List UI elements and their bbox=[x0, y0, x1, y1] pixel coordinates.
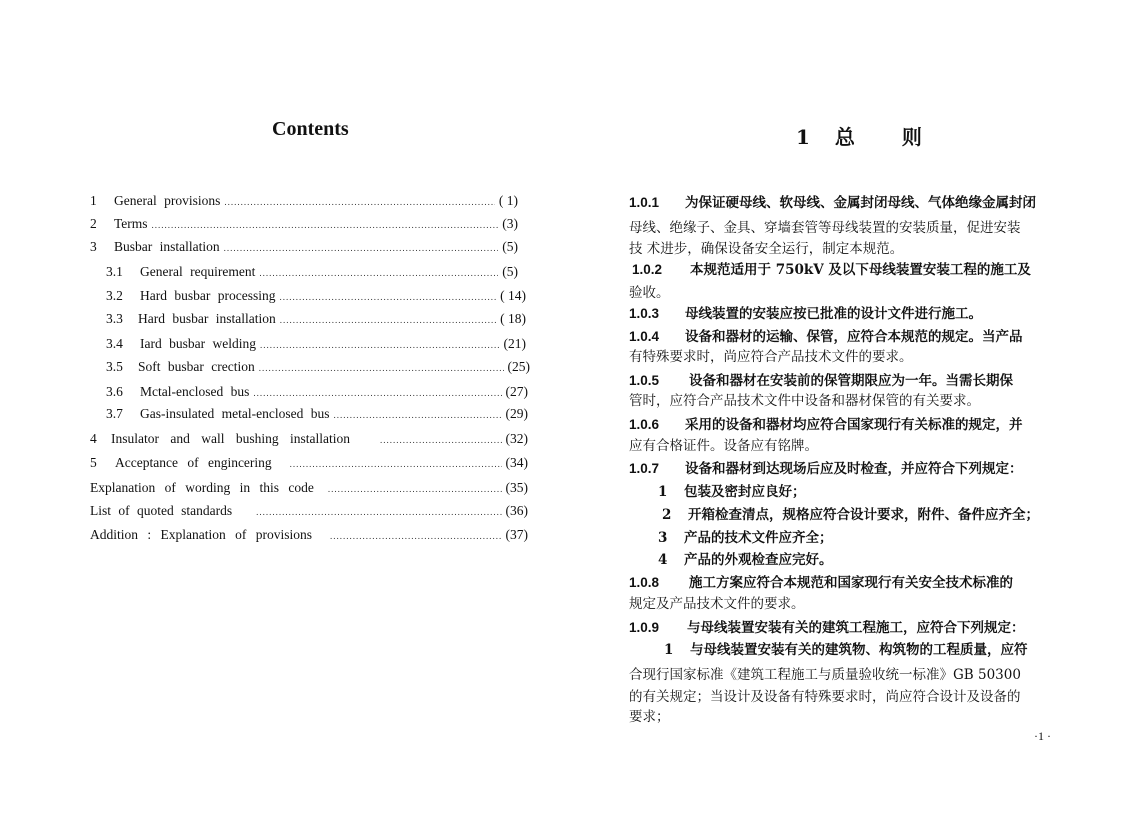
item-text: 产品的技术文件应齐全； bbox=[684, 530, 833, 546]
toc-page: (5) bbox=[502, 239, 518, 254]
toc-entry[interactable] bbox=[106, 311, 526, 327]
toc-entry[interactable] bbox=[90, 431, 528, 447]
toc-label: Terms bbox=[114, 216, 148, 231]
clause-text: 与母线装置安装有关的建筑工程施工，应符合下列规定： bbox=[687, 620, 1025, 636]
clause-item bbox=[658, 549, 1110, 571]
toc-page: (35) bbox=[505, 480, 528, 495]
toc-number: 2 bbox=[90, 216, 97, 231]
toc-entry[interactable] bbox=[106, 359, 530, 375]
toc-page: (21) bbox=[503, 336, 526, 351]
toc-number: 4 bbox=[90, 431, 97, 446]
item-number: 2 bbox=[662, 507, 672, 523]
toc-leader bbox=[290, 459, 502, 469]
chapter-number: 1 bbox=[796, 125, 810, 149]
toc-page: ( 1) bbox=[498, 193, 518, 208]
toc-label: Acceptance of engincering bbox=[115, 455, 272, 470]
clause-number: 1.0.1 bbox=[629, 195, 660, 210]
clause-text: 采用的设备和器材均应符合国家现行有关标准的规定，并 bbox=[685, 417, 1023, 433]
toc-page: (34) bbox=[505, 455, 528, 470]
toc-page: ( 18) bbox=[500, 311, 526, 326]
contents-title: Contents bbox=[272, 118, 349, 140]
item-text: 与母线装置安装有关的建筑物、构筑物的工程质量，应符 bbox=[690, 642, 1028, 658]
toc-label: Addition : Explanation of provisions bbox=[90, 527, 312, 542]
toc-entry[interactable] bbox=[90, 193, 518, 209]
toc-number: 1 bbox=[90, 193, 97, 208]
clause-1-0-4 bbox=[629, 326, 1081, 348]
clause-number: 1.0.8 bbox=[629, 575, 660, 590]
toc-number: 3.4 bbox=[106, 336, 123, 351]
toc-page: (36) bbox=[505, 503, 528, 518]
toc-label: General requirement bbox=[140, 264, 256, 279]
toc-entry[interactable] bbox=[90, 480, 528, 496]
toc-leader bbox=[330, 531, 502, 541]
toc-leader bbox=[279, 292, 496, 302]
clause-number: 1.0.3 bbox=[629, 306, 660, 321]
toc-label: General provisions bbox=[114, 193, 221, 208]
toc-leader bbox=[328, 484, 502, 494]
clause-text-line: 技 术进步，确保设备安全运行，制定本规范。 bbox=[629, 241, 904, 257]
toc-page: (5) bbox=[502, 264, 518, 279]
toc-number: 3.7 bbox=[106, 406, 123, 421]
toc-page: (32) bbox=[505, 431, 528, 446]
toc-page: (29) bbox=[505, 406, 528, 421]
item-text: 包装及密封应良好； bbox=[684, 484, 806, 500]
toc-entry[interactable] bbox=[90, 527, 528, 543]
toc-entry[interactable] bbox=[106, 384, 528, 400]
item-number: 3 bbox=[658, 530, 668, 546]
toc-entry[interactable] bbox=[106, 406, 528, 422]
toc-page: (27) bbox=[505, 384, 528, 399]
toc-number: 3.6 bbox=[106, 384, 123, 399]
toc-leader bbox=[259, 363, 504, 373]
toc-page: (25) bbox=[507, 359, 530, 374]
clause-text: 设备和器材到达现场后应及时检查，并应符合下列规定： bbox=[685, 461, 1023, 477]
toc-label: Gas-insulated metal-enclosed bus bbox=[140, 406, 330, 421]
clause-number: 1.0.5 bbox=[629, 373, 660, 388]
clause-number: 1.0.7 bbox=[629, 461, 660, 476]
toc-label: Busbar installation bbox=[114, 239, 220, 254]
clause-item bbox=[662, 504, 1114, 526]
clause-1-0-6 bbox=[629, 414, 1081, 436]
clause-item bbox=[658, 527, 1110, 549]
toc-number: 3.1 bbox=[106, 264, 123, 279]
toc-leader bbox=[224, 197, 495, 207]
clause-text-line: 母线、绝缘子、金具、穿墙套管等母线装置的安装质量，促进安装 bbox=[629, 220, 1021, 236]
toc-number: 5 bbox=[90, 455, 97, 470]
toc-leader bbox=[152, 220, 499, 230]
clause-text: 设备和器材的运输、保管，应符合本规范的规定。当产品 bbox=[685, 329, 1023, 345]
toc-page: ( 14) bbox=[500, 288, 526, 303]
clause-1-0-9 bbox=[629, 617, 1081, 639]
toc-number: 3.3 bbox=[106, 311, 123, 326]
toc-number: 3 bbox=[90, 239, 97, 254]
toc-label: Explanation of wording in this code bbox=[90, 480, 314, 495]
clause-text-line: 合现行国家标准《建筑工程施工与质量验收统一标准》GB 50300 bbox=[629, 667, 1021, 683]
clause-item bbox=[664, 639, 1116, 661]
clause-1-0-5 bbox=[629, 370, 1081, 392]
toc-page: (37) bbox=[505, 527, 528, 542]
toc-label: Soft busbar crection bbox=[138, 359, 255, 374]
toc-entry[interactable] bbox=[90, 455, 528, 471]
clause-text: 施工方案应符合本规范和国家现行有关安全技术标准的 bbox=[689, 575, 1013, 591]
toc-leader bbox=[280, 315, 496, 325]
item-number: 1 bbox=[664, 642, 674, 658]
toc-entry[interactable] bbox=[90, 503, 528, 519]
clause-1-0-1 bbox=[629, 192, 1081, 214]
clause-text: 本规范适用于 750kV 及以下母线装置安装工程的施工及 bbox=[690, 262, 1031, 278]
clause-text-line: 的有关规定；当设计及设备有特殊要求时，尚应符合设计及设备的 bbox=[629, 689, 1021, 705]
page-number: ·1 · bbox=[1034, 729, 1051, 743]
chapter-title-char: 总 bbox=[834, 125, 855, 149]
toc-leader bbox=[224, 243, 499, 253]
toc-label: Mctal-enclosed bus bbox=[140, 384, 250, 399]
clause-text-line: 管时，应符合产品技术文件中设备和器材保管的有关要求。 bbox=[629, 393, 980, 409]
toc-entry[interactable] bbox=[90, 239, 518, 255]
toc-label: Iard busbar welding bbox=[140, 336, 256, 351]
clause-text-line: 规定及产品技术文件的要求。 bbox=[629, 596, 805, 612]
clause-text: 为保证硬母线、软母线、金属封闭母线、气体绝缘金属封闭 bbox=[685, 195, 1036, 211]
clause-number: 1.0.2 bbox=[632, 262, 663, 277]
clause-text: 设备和器材在安装前的保管期限应为一年。当需长期保 bbox=[689, 373, 1013, 389]
clause-text-line: 验收。 bbox=[629, 285, 670, 301]
toc-label: Hard busbar installation bbox=[138, 311, 276, 326]
toc-label: Hard busbar processing bbox=[140, 288, 276, 303]
clause-number: 1.0.6 bbox=[629, 417, 660, 432]
clause-1-0-7 bbox=[629, 458, 1081, 480]
toc-number: 3.5 bbox=[106, 359, 123, 374]
item-number: 1 bbox=[658, 484, 668, 500]
chapter-title-char: 则 bbox=[901, 125, 922, 149]
toc-leader bbox=[333, 410, 501, 420]
toc-leader bbox=[253, 388, 501, 398]
clause-1-0-2 bbox=[632, 259, 1084, 281]
toc-entry[interactable] bbox=[106, 288, 526, 304]
toc-label: Insulator and wall bushing installation bbox=[111, 431, 350, 446]
item-text: 开箱检查清点，规格应符合设计要求，附件、备件应齐全； bbox=[688, 507, 1039, 523]
toc-leader bbox=[256, 507, 501, 517]
clause-number: 1.0.4 bbox=[629, 329, 660, 344]
toc-entry[interactable] bbox=[106, 264, 518, 280]
toc-entry[interactable] bbox=[90, 216, 518, 232]
item-number: 4 bbox=[658, 552, 668, 568]
clause-1-0-8 bbox=[629, 572, 1081, 594]
clause-text-line: 应有合格证件。设备应有铭牌。 bbox=[629, 438, 818, 454]
clause-text-line: 有特殊要求时，尚应符合产品技术文件的要求。 bbox=[629, 349, 913, 365]
toc-leader bbox=[259, 268, 498, 278]
clause-1-0-3 bbox=[629, 303, 1081, 325]
toc-entry[interactable] bbox=[106, 336, 526, 352]
toc-number: 3.2 bbox=[106, 288, 123, 303]
toc-page: (3) bbox=[502, 216, 518, 231]
clause-number: 1.0.9 bbox=[629, 620, 660, 635]
item-text: 产品的外观检查应完好。 bbox=[684, 552, 833, 568]
toc-leader bbox=[380, 435, 502, 445]
toc-leader bbox=[260, 340, 500, 350]
clause-text: 母线装置的安装应按已批准的设计文件进行施工。 bbox=[685, 306, 982, 322]
clause-item bbox=[658, 481, 1110, 503]
clause-text-line: 要求； bbox=[629, 709, 670, 725]
toc-label: List of quoted standards bbox=[90, 503, 233, 518]
chapter-title bbox=[796, 121, 922, 150]
